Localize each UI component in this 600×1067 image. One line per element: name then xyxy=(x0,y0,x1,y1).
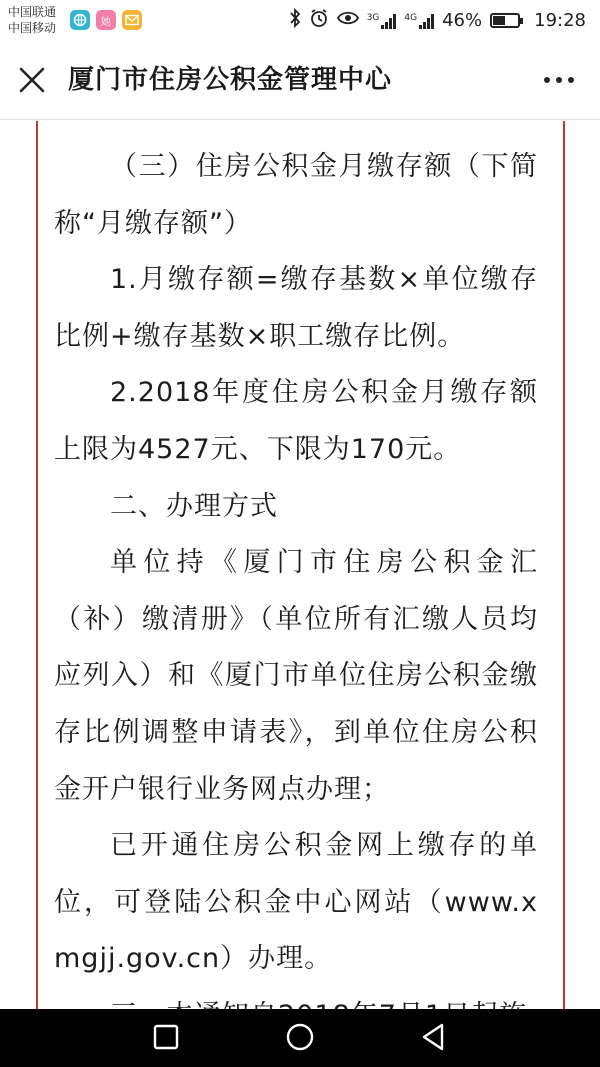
bluetooth-icon xyxy=(289,8,301,33)
globe-app-icon xyxy=(70,10,90,30)
notification-icons xyxy=(70,10,142,30)
home-button[interactable] xyxy=(280,1020,320,1056)
system-nav-bar xyxy=(0,1009,600,1067)
recent-apps-button[interactable] xyxy=(146,1020,186,1056)
battery-fill xyxy=(493,16,505,25)
title-bar xyxy=(0,40,600,120)
home-circle-icon xyxy=(280,1020,320,1056)
paragraph: 已开通住房公积金网上缴存的单位，可登陆公积金中心网站（www.xmgjj.gov.cn）办理。 xyxy=(54,830,538,975)
more-button[interactable] xyxy=(544,72,580,88)
network-label-1: 3G xyxy=(366,12,380,23)
close-icon xyxy=(14,62,50,98)
carrier-1: 中国联通 xyxy=(8,5,57,19)
clock: 19:28 xyxy=(534,10,586,31)
paragraph: （三）住房公积金月缴存额（下简称“月缴存额”） xyxy=(54,151,538,239)
battery-icon xyxy=(490,13,520,28)
back-button[interactable] xyxy=(414,1020,454,1056)
status-icons xyxy=(289,8,586,33)
network-label-2: 4G xyxy=(404,12,418,23)
recent-square-icon xyxy=(146,1020,186,1056)
paragraph: 2.2018年度住房公积金月缴存额上限为4527元、下限为170元。 xyxy=(54,377,538,465)
battery-percent: 46% xyxy=(442,10,483,31)
more-icon xyxy=(544,77,550,83)
section-heading: 二、办理方式 xyxy=(110,490,278,522)
signal-4g xyxy=(404,13,434,29)
article-body xyxy=(54,139,538,1045)
status-bar xyxy=(0,0,600,40)
mail-icon xyxy=(122,10,142,30)
app-badge: 她 xyxy=(96,10,116,30)
more-icon xyxy=(556,77,562,83)
signal-3g xyxy=(367,13,397,29)
frame-border-left xyxy=(36,121,38,1009)
signal-bars-icon xyxy=(381,13,396,29)
paragraph: 单位持《厦门市住房公积金汇（补）缴清册》（单位所有汇缴人员均应列入）和《厦门市单位住房公积金缴存比例调整申请表》，到单位住房公积金开户银行业务网点办理； xyxy=(54,547,538,805)
frame-border-right xyxy=(563,121,565,1009)
alarm-icon xyxy=(309,8,329,33)
carrier-info xyxy=(8,4,56,36)
carrier-2: 中国移动 xyxy=(8,21,57,35)
back-triangle-icon xyxy=(414,1020,454,1056)
more-icon xyxy=(568,77,574,83)
article-content[interactable] xyxy=(0,121,600,1009)
close-button[interactable] xyxy=(14,62,50,98)
eye-icon xyxy=(337,10,359,31)
page-title: 厦门市住房公积金管理中心 xyxy=(68,65,393,95)
signal-bars-icon xyxy=(419,13,434,29)
paragraph: 1.月缴存额=缴存基数×单位缴存比例+缴存基数×职工缴存比例。 xyxy=(54,264,538,352)
